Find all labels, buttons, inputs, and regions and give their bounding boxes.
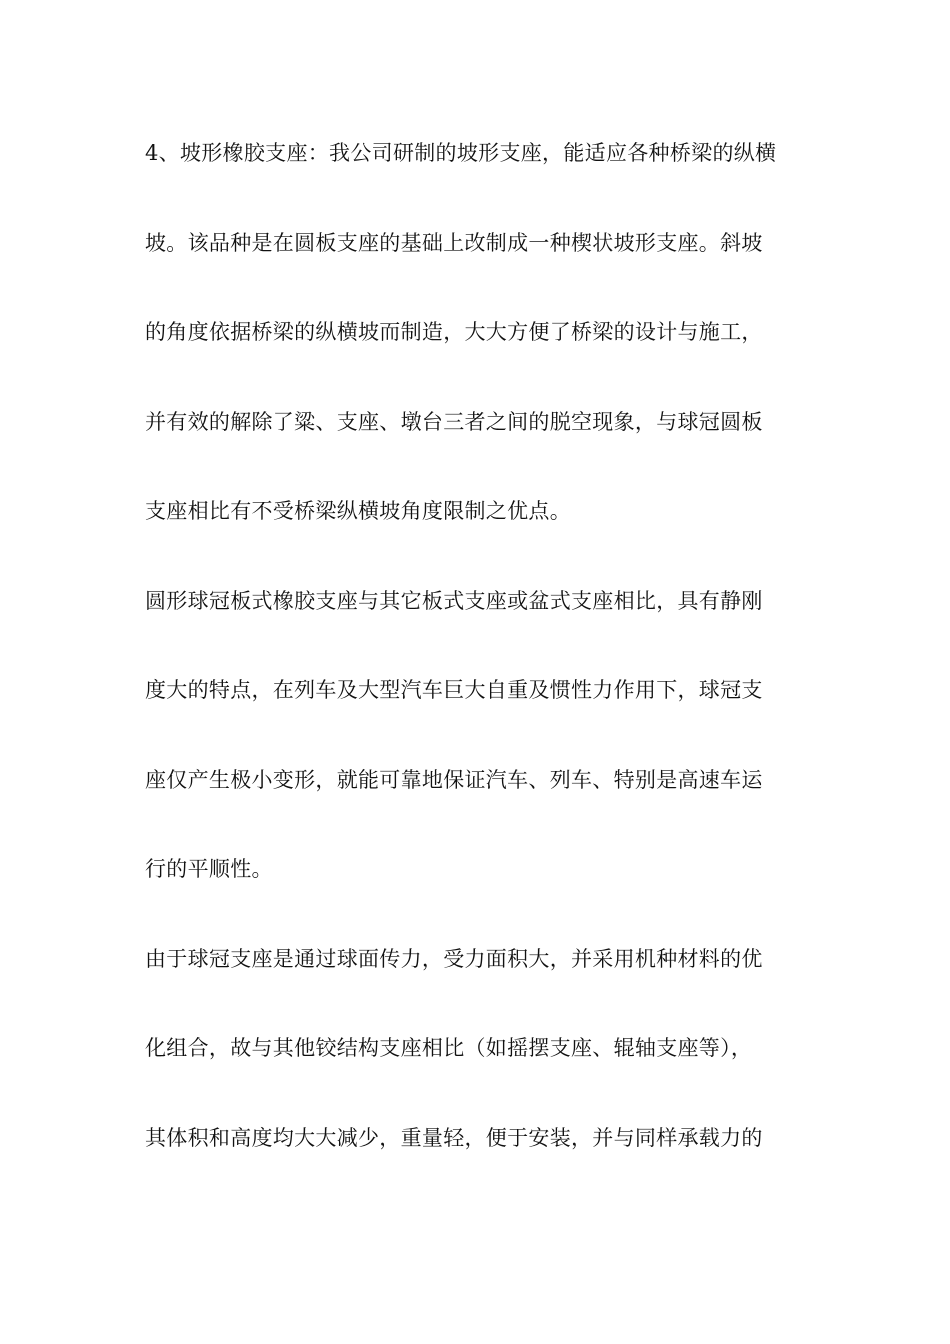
text-line-4: 并有效的解除了粱、支座、墩台三者之间的脱空现象，与球冠圆板: [145, 409, 763, 434]
document-body: [145, 131, 825, 1205]
text-line-5: 支座相比有不受桥梁纵横坡角度限制之优点。: [145, 499, 571, 523]
text-line-1: 4、坡形橡胶支座：我公司研制的坡形支座，能适应各种桥梁的纵横: [145, 141, 777, 165]
text-line-10: 由于球冠支座是通过球面传力，受力面积大，并采用机种材料的优: [145, 946, 763, 971]
text-line-9: 行的平顺性。: [145, 857, 273, 881]
text-line-8: 座仅产生极小变形，就能可靠地保证汽车、列车、特别是高速车运: [145, 767, 763, 792]
text-line-12: 其体积和高度均大大减少，重量轻，便于安装，并与同样承载力的: [145, 1125, 763, 1150]
text-line-11: 化组合，故与其他铰结构支座相比（如摇摆支座、辊轴支座等），: [145, 1036, 753, 1060]
text-line-3: 的角度依据桥梁的纵横坡而制造，大大方便了桥梁的设计与施工，: [145, 320, 763, 344]
text-line-7: 度大的特点，在列车及大型汽车巨大自重及惯性力作用下，球冠支: [145, 678, 763, 702]
text-line-6: 圆形球冠板式橡胶支座与其它板式支座或盆式支座相比，具有静刚: [145, 588, 763, 613]
text-line-2: 坡。该品种是在圆板支座的基础上改制成一种楔状坡形支座。斜坡: [145, 230, 763, 255]
